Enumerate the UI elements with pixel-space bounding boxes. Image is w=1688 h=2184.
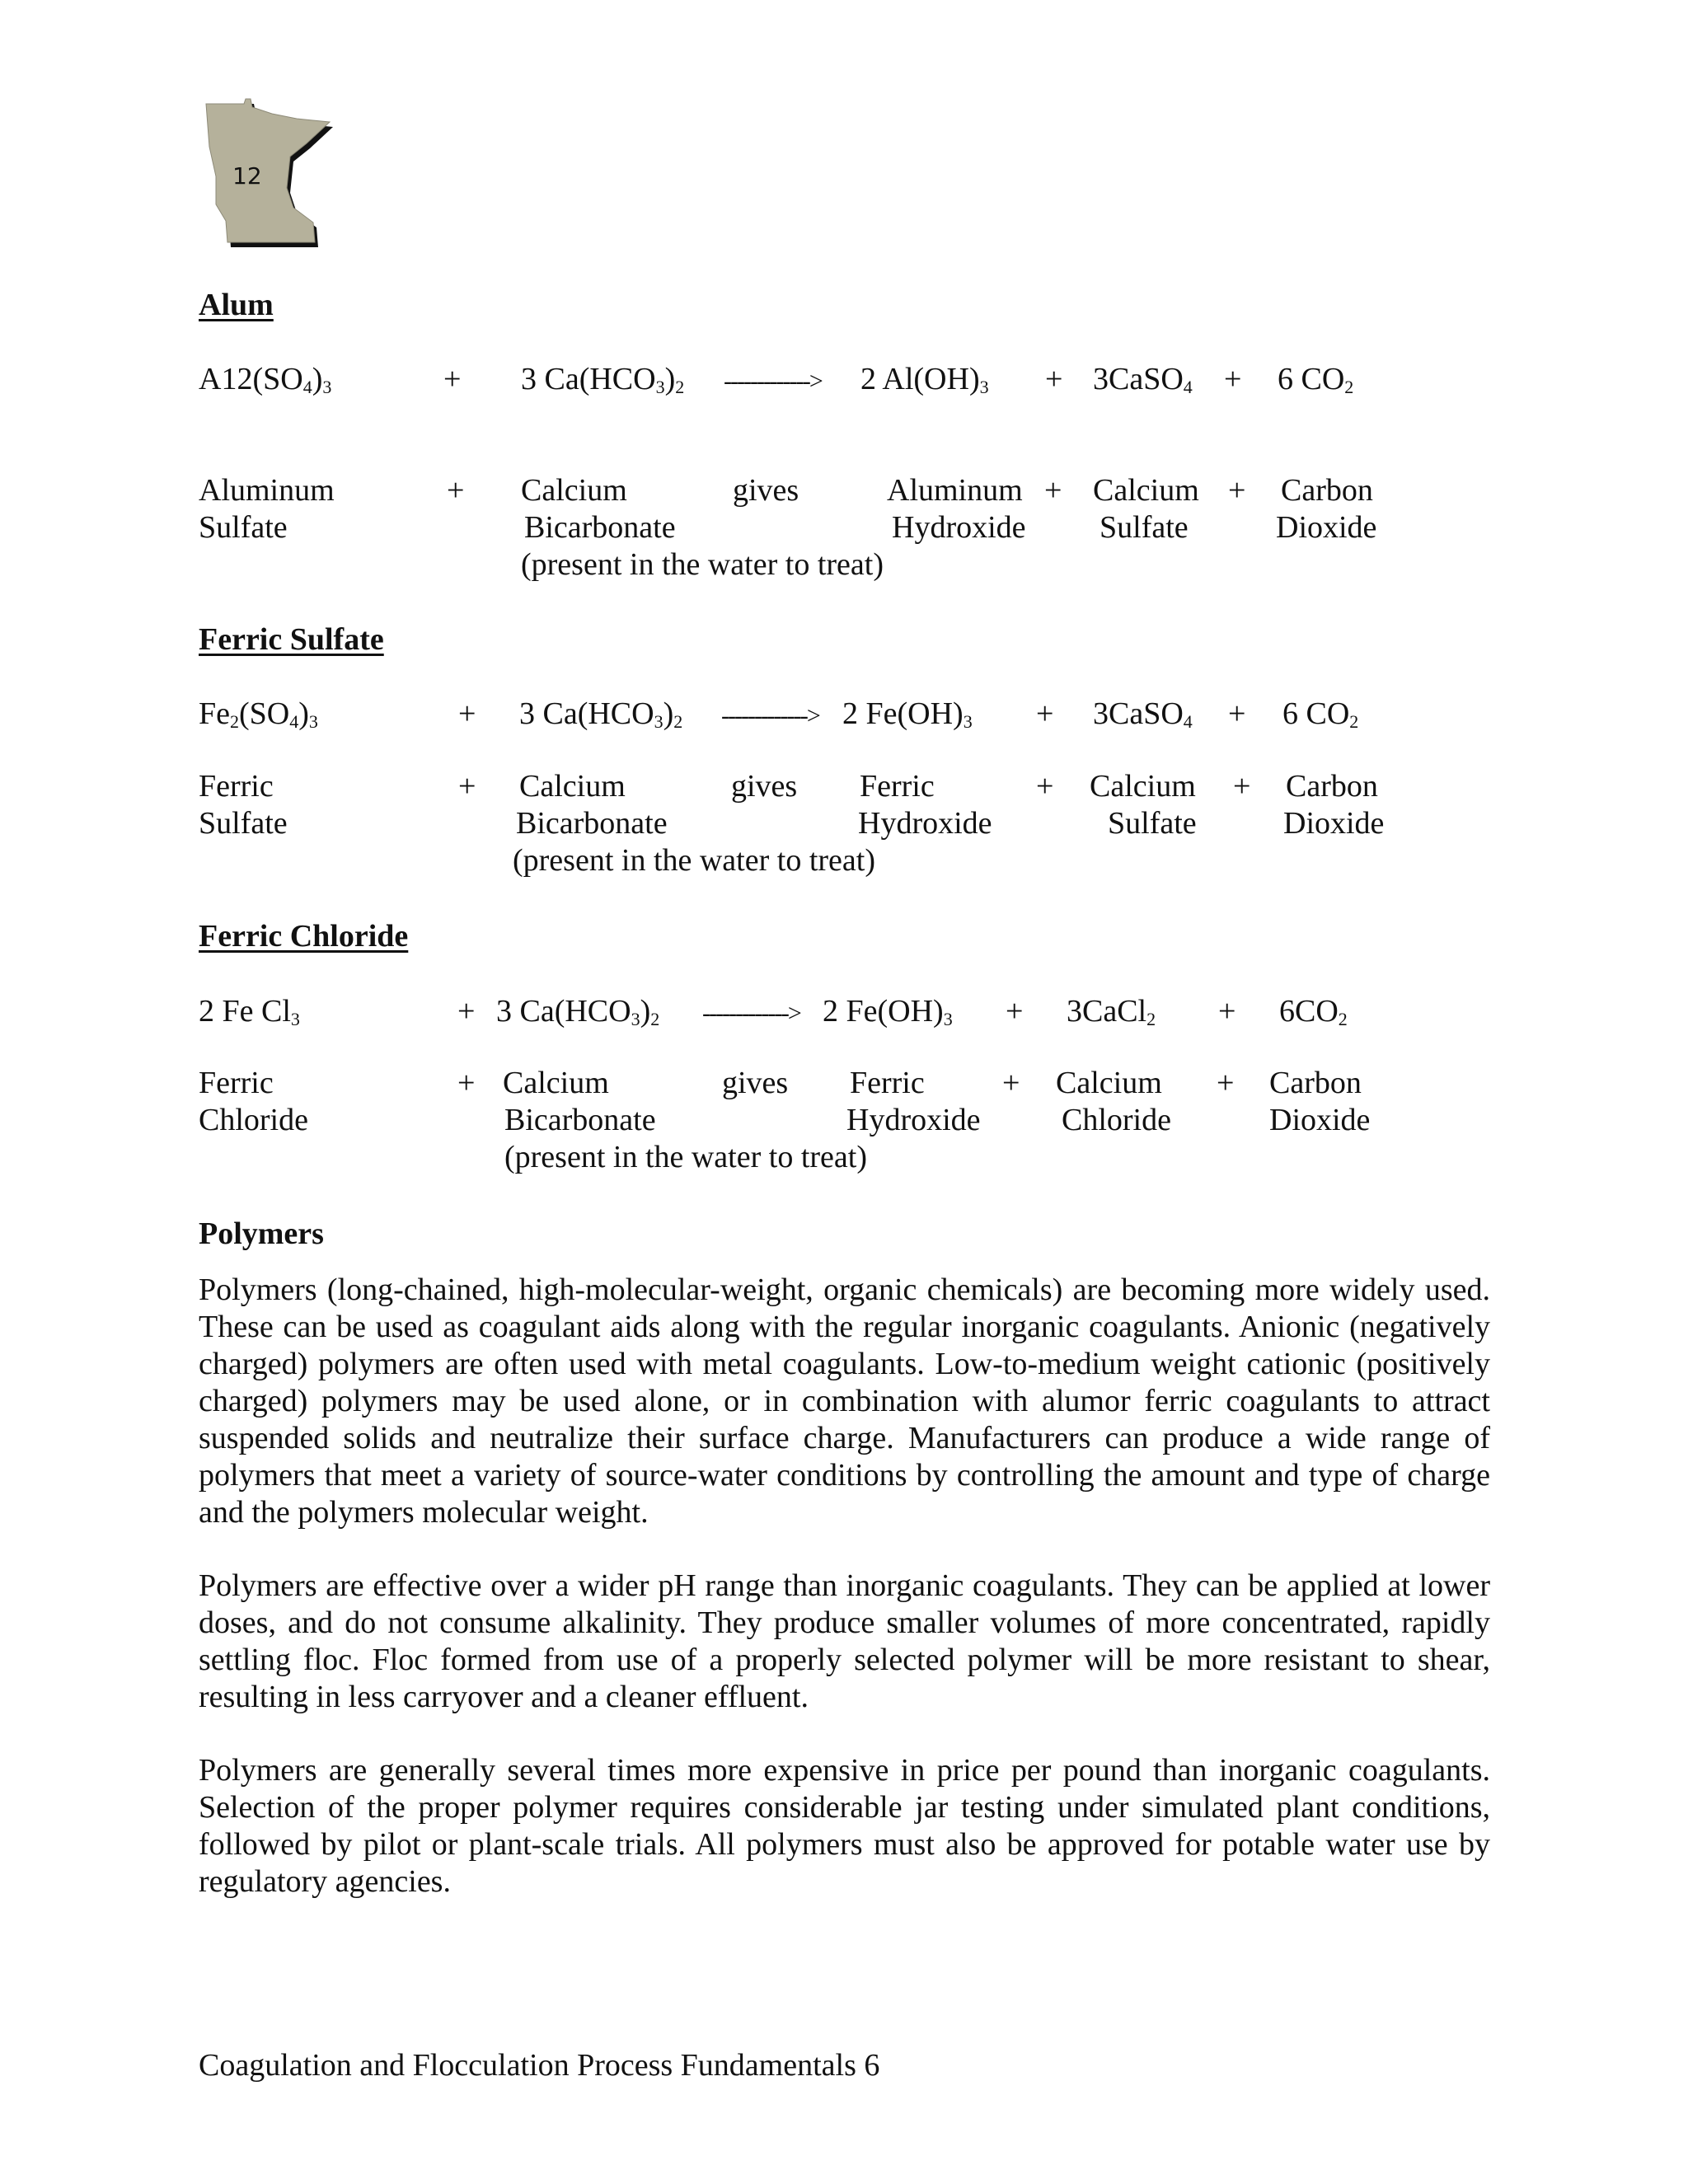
ferric-chloride-heading: Ferric Chloride <box>199 919 409 954</box>
fc-plus-3: + <box>1218 994 1236 1029</box>
alum-reactant-2: 3 $Ca(HCO_3)_2$ <box>521 362 685 397</box>
alum-word-p1b: Hydroxide <box>892 510 1026 545</box>
minnesota-map-logo <box>198 97 334 254</box>
fc-word-p3a: Carbon <box>1269 1066 1362 1100</box>
fc-reactant-1: 2 Fe $Cl_3$ <box>199 994 300 1029</box>
fs-word-p1b: Hydroxide <box>858 806 992 841</box>
fs-word-p2a: Calcium <box>1090 769 1196 804</box>
fc-word-p2b: Chloride <box>1062 1103 1171 1137</box>
fc-product-1: 2 $Fe(OH)_3$ <box>823 994 953 1029</box>
fs-word-r2a: Calcium <box>519 769 626 804</box>
fs-plus-3: + <box>1228 696 1246 731</box>
alum-reactant-1: $A12(SO_4)_3$ <box>199 362 332 397</box>
alum-word-p2b: Sulfate <box>1100 510 1189 545</box>
fs-product-2: 3CaSO$_4$ <box>1093 696 1193 732</box>
fs-word-p3b: Dioxide <box>1283 806 1385 841</box>
alum-word-p3a: Carbon <box>1281 473 1373 508</box>
alum-word-p2a: Calcium <box>1093 473 1199 508</box>
alum-word-r2b: Bicarbonate <box>524 510 676 545</box>
alum-heading: Alum <box>199 288 274 322</box>
alum-product-3: 6 $CO_2$ <box>1278 362 1354 397</box>
fs-word-plus3: + <box>1233 769 1251 804</box>
alum-word-p3b: Dioxide <box>1276 510 1377 545</box>
fc-word-p3b: Dioxide <box>1269 1103 1371 1137</box>
fc-word-r2a: Calcium <box>503 1066 609 1100</box>
fc-plus-1: + <box>457 994 476 1029</box>
fs-plus-1: + <box>458 696 476 731</box>
fs-word-r2c: (present in the water to treat) <box>513 843 875 878</box>
fs-word-plus2: + <box>1036 769 1054 804</box>
alum-plus-1: + <box>443 362 462 396</box>
fs-word-r2b: Bicarbonate <box>516 806 668 841</box>
fs-word-plus1: + <box>458 769 476 804</box>
fs-word-p3a: Carbon <box>1286 769 1378 804</box>
fc-plus-2: + <box>1006 994 1024 1029</box>
fc-word-p1a: Ferric <box>850 1066 925 1100</box>
alum-word-plus3: + <box>1228 473 1246 508</box>
fs-product-3: 6 $CO_2$ <box>1282 696 1359 732</box>
fs-plus-2: + <box>1036 696 1054 731</box>
page-footer: Coagulation and Flocculation Process Fundamentals 6 <box>199 2048 880 2083</box>
alum-word-r2a: Calcium <box>521 473 627 508</box>
fc-arrow: -------------> <box>702 1000 800 1027</box>
logo-number: 12 <box>232 162 262 190</box>
fc-word-plus1: + <box>457 1066 476 1100</box>
fs-word-p1a: Ferric <box>860 769 935 804</box>
polymers-paragraph-3: Polymers are generally several times more expensive in price per pound than inorganic coagulants. Selection of the proper polymer requires considerable jar testing under simulated plant conditions, followed by pilot or plant-scale trials. All polymers must also be approved for potable water use by regulatory agencies. <box>199 1753 1490 1899</box>
polymers-paragraph-1: Polymers (long-chained, high-molecular-weight, organic chemicals) are becoming more widely used. These can be used as coagulant aids along with the regular inorganic coagulants. Anionic (negatively charged) polymers are often used with metal coagulants. Low-to-medium weight cationic (positively charged) polymers may be used alone, or in combination with alumor ferric coagulants to attract suspended solids and neutralize their surface charge. Manufacturers can produce a wide range of polymers that meet a variety of source-water conditions by controlling the amount and type of charge and the polymers molecular weight. <box>199 1272 1490 1530</box>
alum-plus-3: + <box>1224 362 1242 396</box>
fc-word-r2b: Bicarbonate <box>504 1103 656 1137</box>
alum-word-r1b: Sulfate <box>199 510 288 545</box>
fc-word-p2a: Calcium <box>1056 1066 1162 1100</box>
fc-word-plus3: + <box>1217 1066 1235 1100</box>
fs-word-r1b: Sulfate <box>199 806 288 841</box>
fs-arrow: -------------> <box>721 702 819 729</box>
fs-product-1: 2 $Fe(OH)_3$ <box>842 696 973 732</box>
alum-word-gives: gives <box>733 473 799 508</box>
fc-product-3: $6CO_2$ <box>1279 994 1348 1029</box>
polymers-heading: Polymers <box>199 1216 324 1251</box>
alum-word-plus2: + <box>1044 473 1062 508</box>
fc-reactant-2: 3 $Ca(HCO_3)_2$ <box>496 994 660 1029</box>
fc-word-p1b: Hydroxide <box>846 1103 981 1137</box>
alum-word-r2c: (present in the water to treat) <box>521 547 884 582</box>
alum-arrow: -------------> <box>724 368 822 395</box>
fc-product-2: 3CaCl$_2$ <box>1067 994 1156 1029</box>
alum-word-p1a: Aluminum <box>887 473 1023 508</box>
fs-word-r1a: Ferric <box>199 769 274 804</box>
polymers-paragraph-2: Polymers are effective over a wider pH range than inorganic coagulants. They can be applied at lower doses, and do not consume alkalinity. They produce smaller volumes of more concentrated, rapidly settling floc. Floc formed from use of a properly selected polymer will be more resistant to shear, resulting in less carryover and a cleaner effluent. <box>199 1568 1490 1714</box>
alum-product-1: 2 $Al(OH)_3$ <box>860 362 989 397</box>
alum-word-r1a: Aluminum <box>199 473 335 508</box>
fs-reactant-2: 3 $Ca(HCO_3)_2$ <box>519 696 683 732</box>
fc-word-r1a: Ferric <box>199 1066 274 1100</box>
fc-word-r2c: (present in the water to treat) <box>504 1140 867 1174</box>
fs-word-gives: gives <box>731 769 798 804</box>
fc-word-plus2: + <box>1002 1066 1020 1100</box>
fc-word-gives: gives <box>722 1066 789 1100</box>
fc-word-r1b: Chloride <box>199 1103 308 1137</box>
fs-word-p2b: Sulfate <box>1108 806 1197 841</box>
alum-plus-2: + <box>1045 362 1063 396</box>
alum-product-2: 3CaSO$_4$ <box>1093 362 1193 397</box>
alum-word-plus1: + <box>447 473 465 508</box>
fs-reactant-1: $Fe_2(SO_4)_3$ <box>199 696 318 732</box>
ferric-sulfate-heading: Ferric Sulfate <box>199 622 384 657</box>
